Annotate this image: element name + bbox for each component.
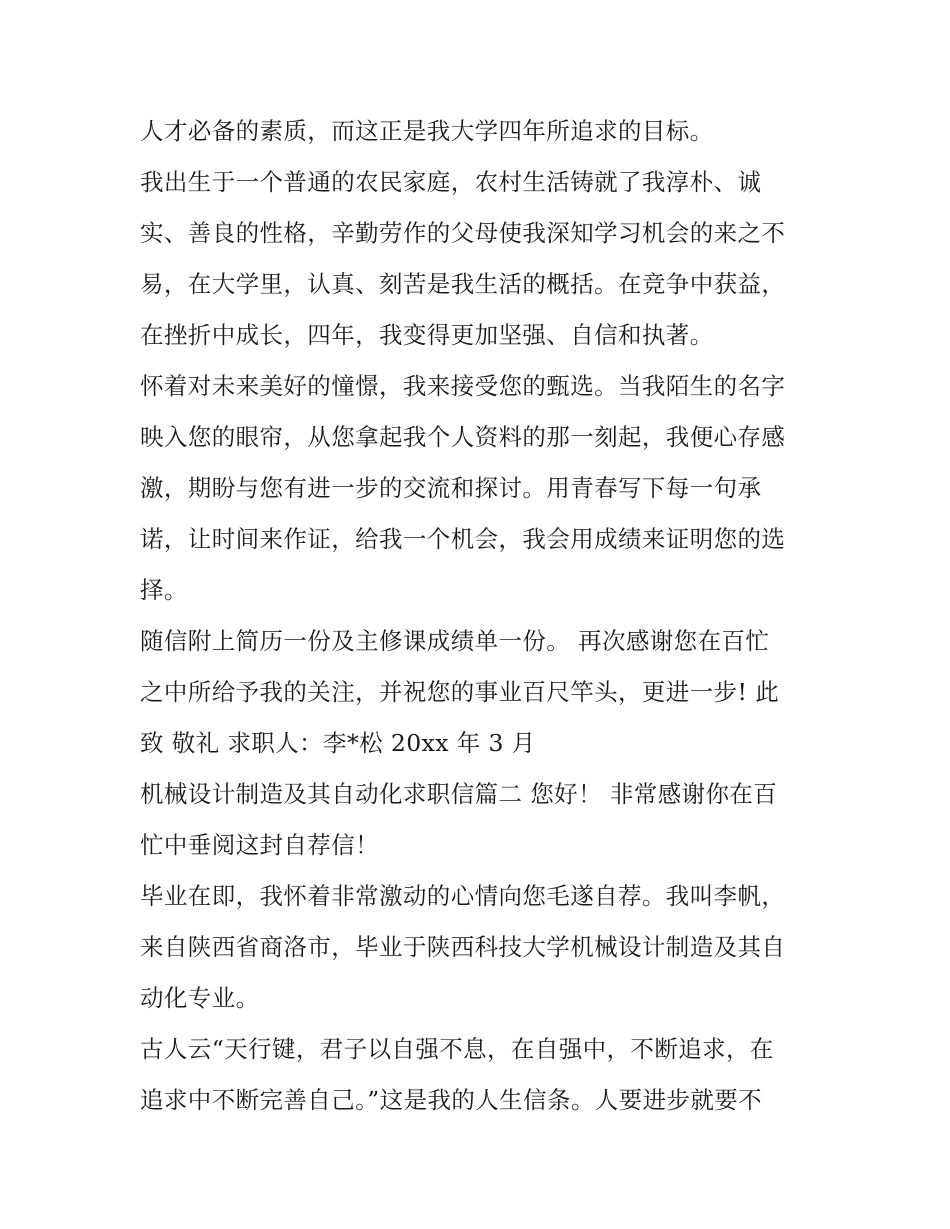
text-line: 动化专业。 xyxy=(140,984,260,1012)
text-line: 致 敬礼 求职人：李*松 20xx 年 3 月 xyxy=(140,729,536,757)
text-line: 毕业在即，我怀着非常激动的心情向您毛遂自荐。我叫李帆， xyxy=(140,882,786,910)
text-line: 古人云“天行键，君子以自强不息，在自强中，不断追求，在 xyxy=(140,1035,774,1063)
text-line: 实、善良的性格，辛勤劳作的父母使我深知学习机会的来之不 xyxy=(140,219,786,247)
text-line: 我出生于一个普通的农民家庭，农村生活铸就了我淳朴、诚 xyxy=(140,168,762,196)
text-line: 激，期盼与您有进一步的交流和探讨。用青春写下每一句承 xyxy=(140,474,762,502)
text-line: 怀着对未来美好的憧憬，我来接受您的甄选。当我陌生的名字 xyxy=(140,372,786,400)
text-line: 之中所给予我的关注，并祝您的事业百尺竿头，更进一步! 此 xyxy=(140,678,780,706)
document-body xyxy=(140,106,815,1126)
text-line: 来自陕西省商洛市，毕业于陕西科技大学机械设计制造及其自 xyxy=(140,933,786,961)
text-line: 诺，让时间来作证，给我一个机会，我会用成绩来证明您的选 xyxy=(140,525,786,553)
text-line: 易，在大学里，认真、刻苦是我生活的概括。在竞争中获益， xyxy=(140,270,786,298)
text-line: 择。 xyxy=(140,576,188,604)
text-line: 映入您的眼帘，从您拿起我个人资料的那一刻起，我便心存感 xyxy=(140,423,786,451)
text-line: 在挫折中成长，四年，我变得更加坚强、自信和执著。 xyxy=(140,321,714,349)
text-line: 追求中不断完善自己。”这是我的人生信条。人要进步就要不 xyxy=(140,1086,763,1114)
text-line: 人才必备的素质，而这正是我大学四年所追求的目标。 xyxy=(140,117,714,145)
text-line: 随信附上简历一份及主修课成绩单一份。 再次感谢您在百忙 xyxy=(140,627,770,655)
text-line: 机械设计制造及其自动化求职信篇二 您好！ 非常感谢你在百 xyxy=(140,780,778,808)
text-line: 忙中垂阅这封自荐信！ xyxy=(140,831,379,859)
